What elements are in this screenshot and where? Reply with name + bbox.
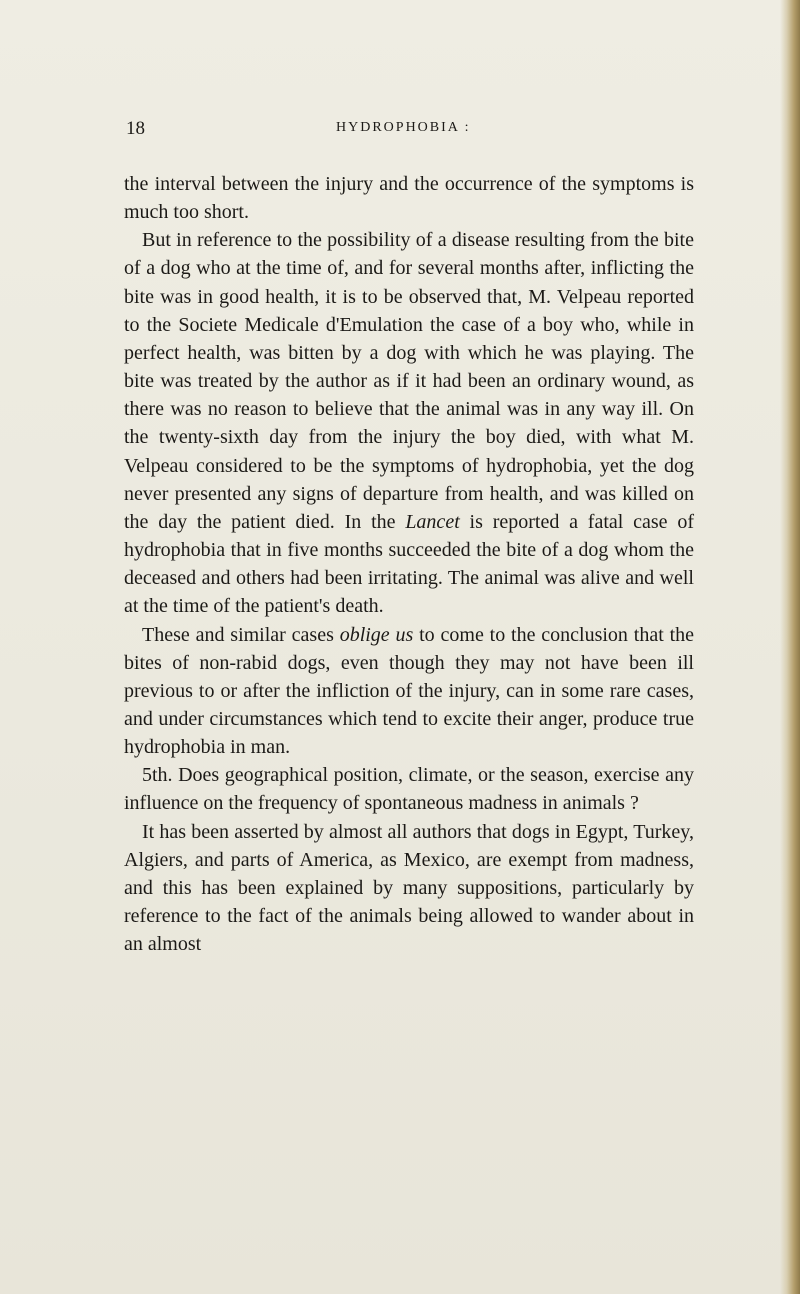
text-segment: But in reference to the possibility of a disease resulting from the bite of a dog who at the time of, and for several months after, inflicting the bite was in good health, it is to be observed that, M. Velpeau reported to the Societe Medicale d'Emulation the case of a boy who, while in perfect health, was bitten by a dog with which he was playing. The bite was treated by the author as if it had been an ordinary wound, as there was no reason to believe that the animal was in any way ill. On the twenty-sixth day from the injury the boy died, with what M. Velpeau considered to be the symptoms of hydrophobia, yet the dog never presented any signs of departure from health, and was killed on the day the patient died. In the — [124, 229, 694, 533]
running-head: HYDROPHOBIA : — [336, 120, 471, 135]
page-edge-shadow — [780, 0, 800, 1294]
text-segment: These and similar cases — [142, 623, 340, 646]
italic-journal-title: Lancet — [405, 510, 460, 533]
paragraph-geography — [124, 818, 694, 959]
body-text — [124, 170, 694, 958]
text-segment: It has been asserted by almost all authors that dogs in Egypt, Turkey, Algiers, and parts of America, as Mexico, are exempt from madness, and this has been explained by many suppositions, particularly by reference to the fact of the animals being allowed to wander about in an almost — [124, 820, 694, 956]
paragraph-continuation — [124, 170, 694, 226]
paragraph-question-fifth — [124, 761, 694, 817]
text-segment: to come to the conclusion that the bites of non-rabid dogs, even though they may not have been ill previous to or after the infliction of the injury, can in some rare cases, and under circumstances which tend to excite their anger, produce true hydrophobia in man. — [124, 623, 695, 759]
page-number: 18 — [126, 118, 145, 139]
text-segment: is reported a fatal case of hydrophobia that in five months succeeded the bite of a dog whom the deceased and others had been irritating. The animal was alive and well at the time of the patient's death. — [124, 510, 695, 618]
page-header — [126, 118, 750, 148]
text-segment: the interval between the injury and the occurrence of the symptoms is much too short. — [124, 173, 694, 224]
italic-phrase: oblige us — [339, 623, 414, 646]
paragraph-velpeau-case — [124, 226, 694, 620]
paragraph-conclusion — [124, 621, 694, 762]
text-segment: 5th. Does geographical position, climate, or the season, exercise any influence on the frequency of spontaneous madness in animals ? — [124, 764, 694, 815]
